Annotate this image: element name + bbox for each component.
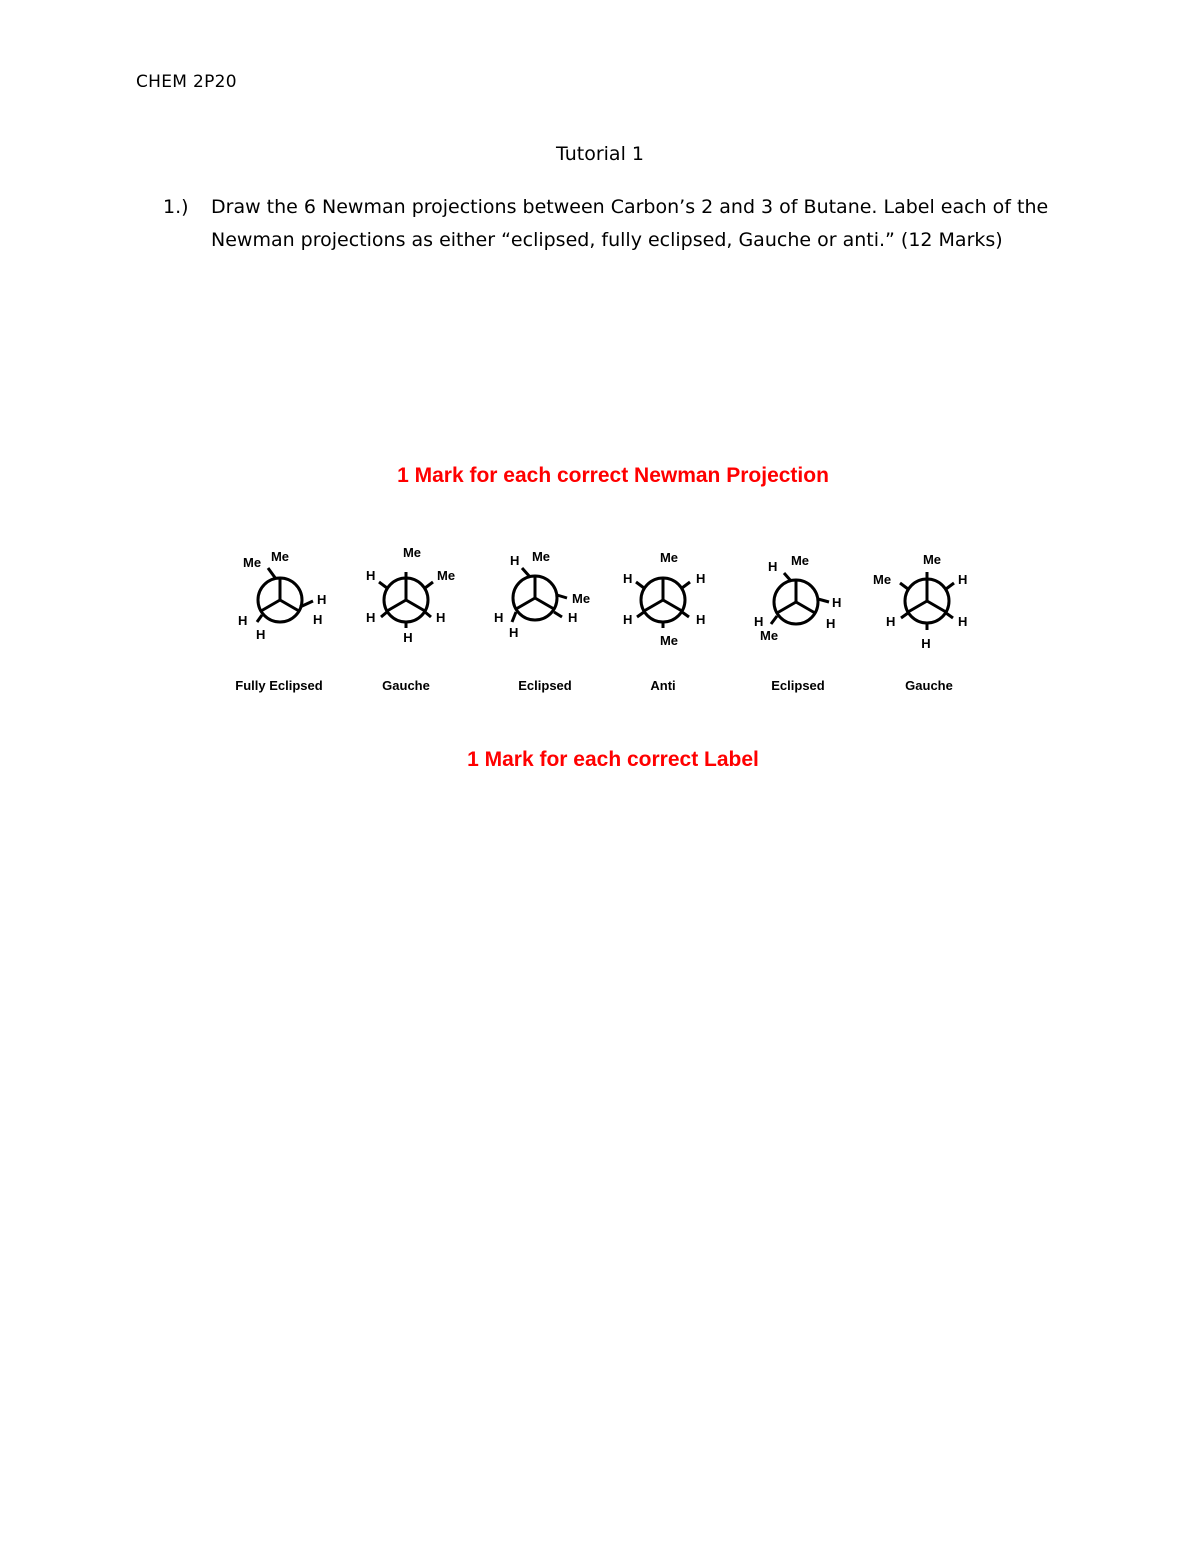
conformation-label: Eclipsed [771, 678, 825, 693]
substituent-label: H [436, 610, 446, 625]
substituent-label: Me [270, 549, 290, 564]
substituent-label: H [623, 571, 633, 586]
substituent-label: H [366, 610, 376, 625]
newman-projection-anti [636, 578, 690, 628]
tutorial-title: Tutorial 1 [556, 143, 644, 165]
substituent-label: Me [760, 628, 779, 643]
substituent-label: H [886, 614, 896, 629]
marking-note-label: 1 Mark for each correct Label [467, 748, 759, 771]
substituent-label: H [832, 595, 842, 610]
substituent-label: H [958, 572, 968, 587]
substituent-label: H [696, 612, 706, 627]
substituent-label: Me [402, 545, 422, 560]
substituent-label: Me [873, 572, 892, 587]
substituent-label: Me [572, 591, 591, 606]
substituent-label: H [317, 592, 327, 607]
substituent-label: H [509, 625, 519, 640]
substituent-label: H [754, 614, 764, 629]
newman-projection-gauche [379, 572, 433, 628]
conformation-label: Anti [650, 678, 676, 693]
question-number: 1.) [163, 196, 189, 218]
substituent-label: Me [659, 550, 679, 565]
question-text: Draw the 6 Newman projections between Carbon’s 2 and 3 of Butane. Label each of the Newman projections as either “eclipsed, fully eclipsed, Gauche or anti.” (12 Marks) [211, 196, 1049, 251]
substituent-label: H [256, 627, 266, 642]
substituent-label: H [958, 614, 968, 629]
substituent-label: Me [922, 552, 942, 567]
substituent-label: Me [243, 555, 262, 570]
substituent-label: H [313, 612, 323, 627]
conformation-label: Gauche [382, 678, 430, 693]
marking-note-projection: 1 Mark for each correct Newman Projection [397, 464, 829, 487]
newman-projection-eclipsed-2 [771, 573, 829, 624]
course-code: CHEM 2P20 [136, 72, 237, 92]
conformation-label: Gauche [905, 678, 953, 693]
substituent-label: Me [531, 549, 551, 564]
substituent-label: Me [437, 568, 456, 583]
substituent-label: H [366, 568, 376, 583]
substituent-label: H [623, 612, 633, 627]
newman-projection-fully-eclipsed [257, 568, 313, 622]
substituent-label: H [494, 610, 504, 625]
substituent-label: Me [659, 633, 679, 648]
substituent-label: H [696, 571, 706, 586]
substituent-label: Me [790, 553, 810, 568]
conformation-label: Eclipsed [518, 678, 572, 693]
newman-projection-eclipsed-1 [512, 568, 567, 622]
substituent-label: H [510, 553, 520, 568]
substituent-label: H [768, 559, 778, 574]
substituent-label: H [826, 616, 836, 631]
substituent-label: H [403, 630, 413, 645]
substituent-label: H [238, 613, 248, 628]
conformation-label: Fully Eclipsed [235, 678, 323, 693]
substituent-label: H [568, 610, 578, 625]
newman-projections-diagram [0, 530, 1200, 710]
substituent-label: H [921, 636, 931, 651]
newman-projection-gauche-2 [900, 572, 954, 630]
